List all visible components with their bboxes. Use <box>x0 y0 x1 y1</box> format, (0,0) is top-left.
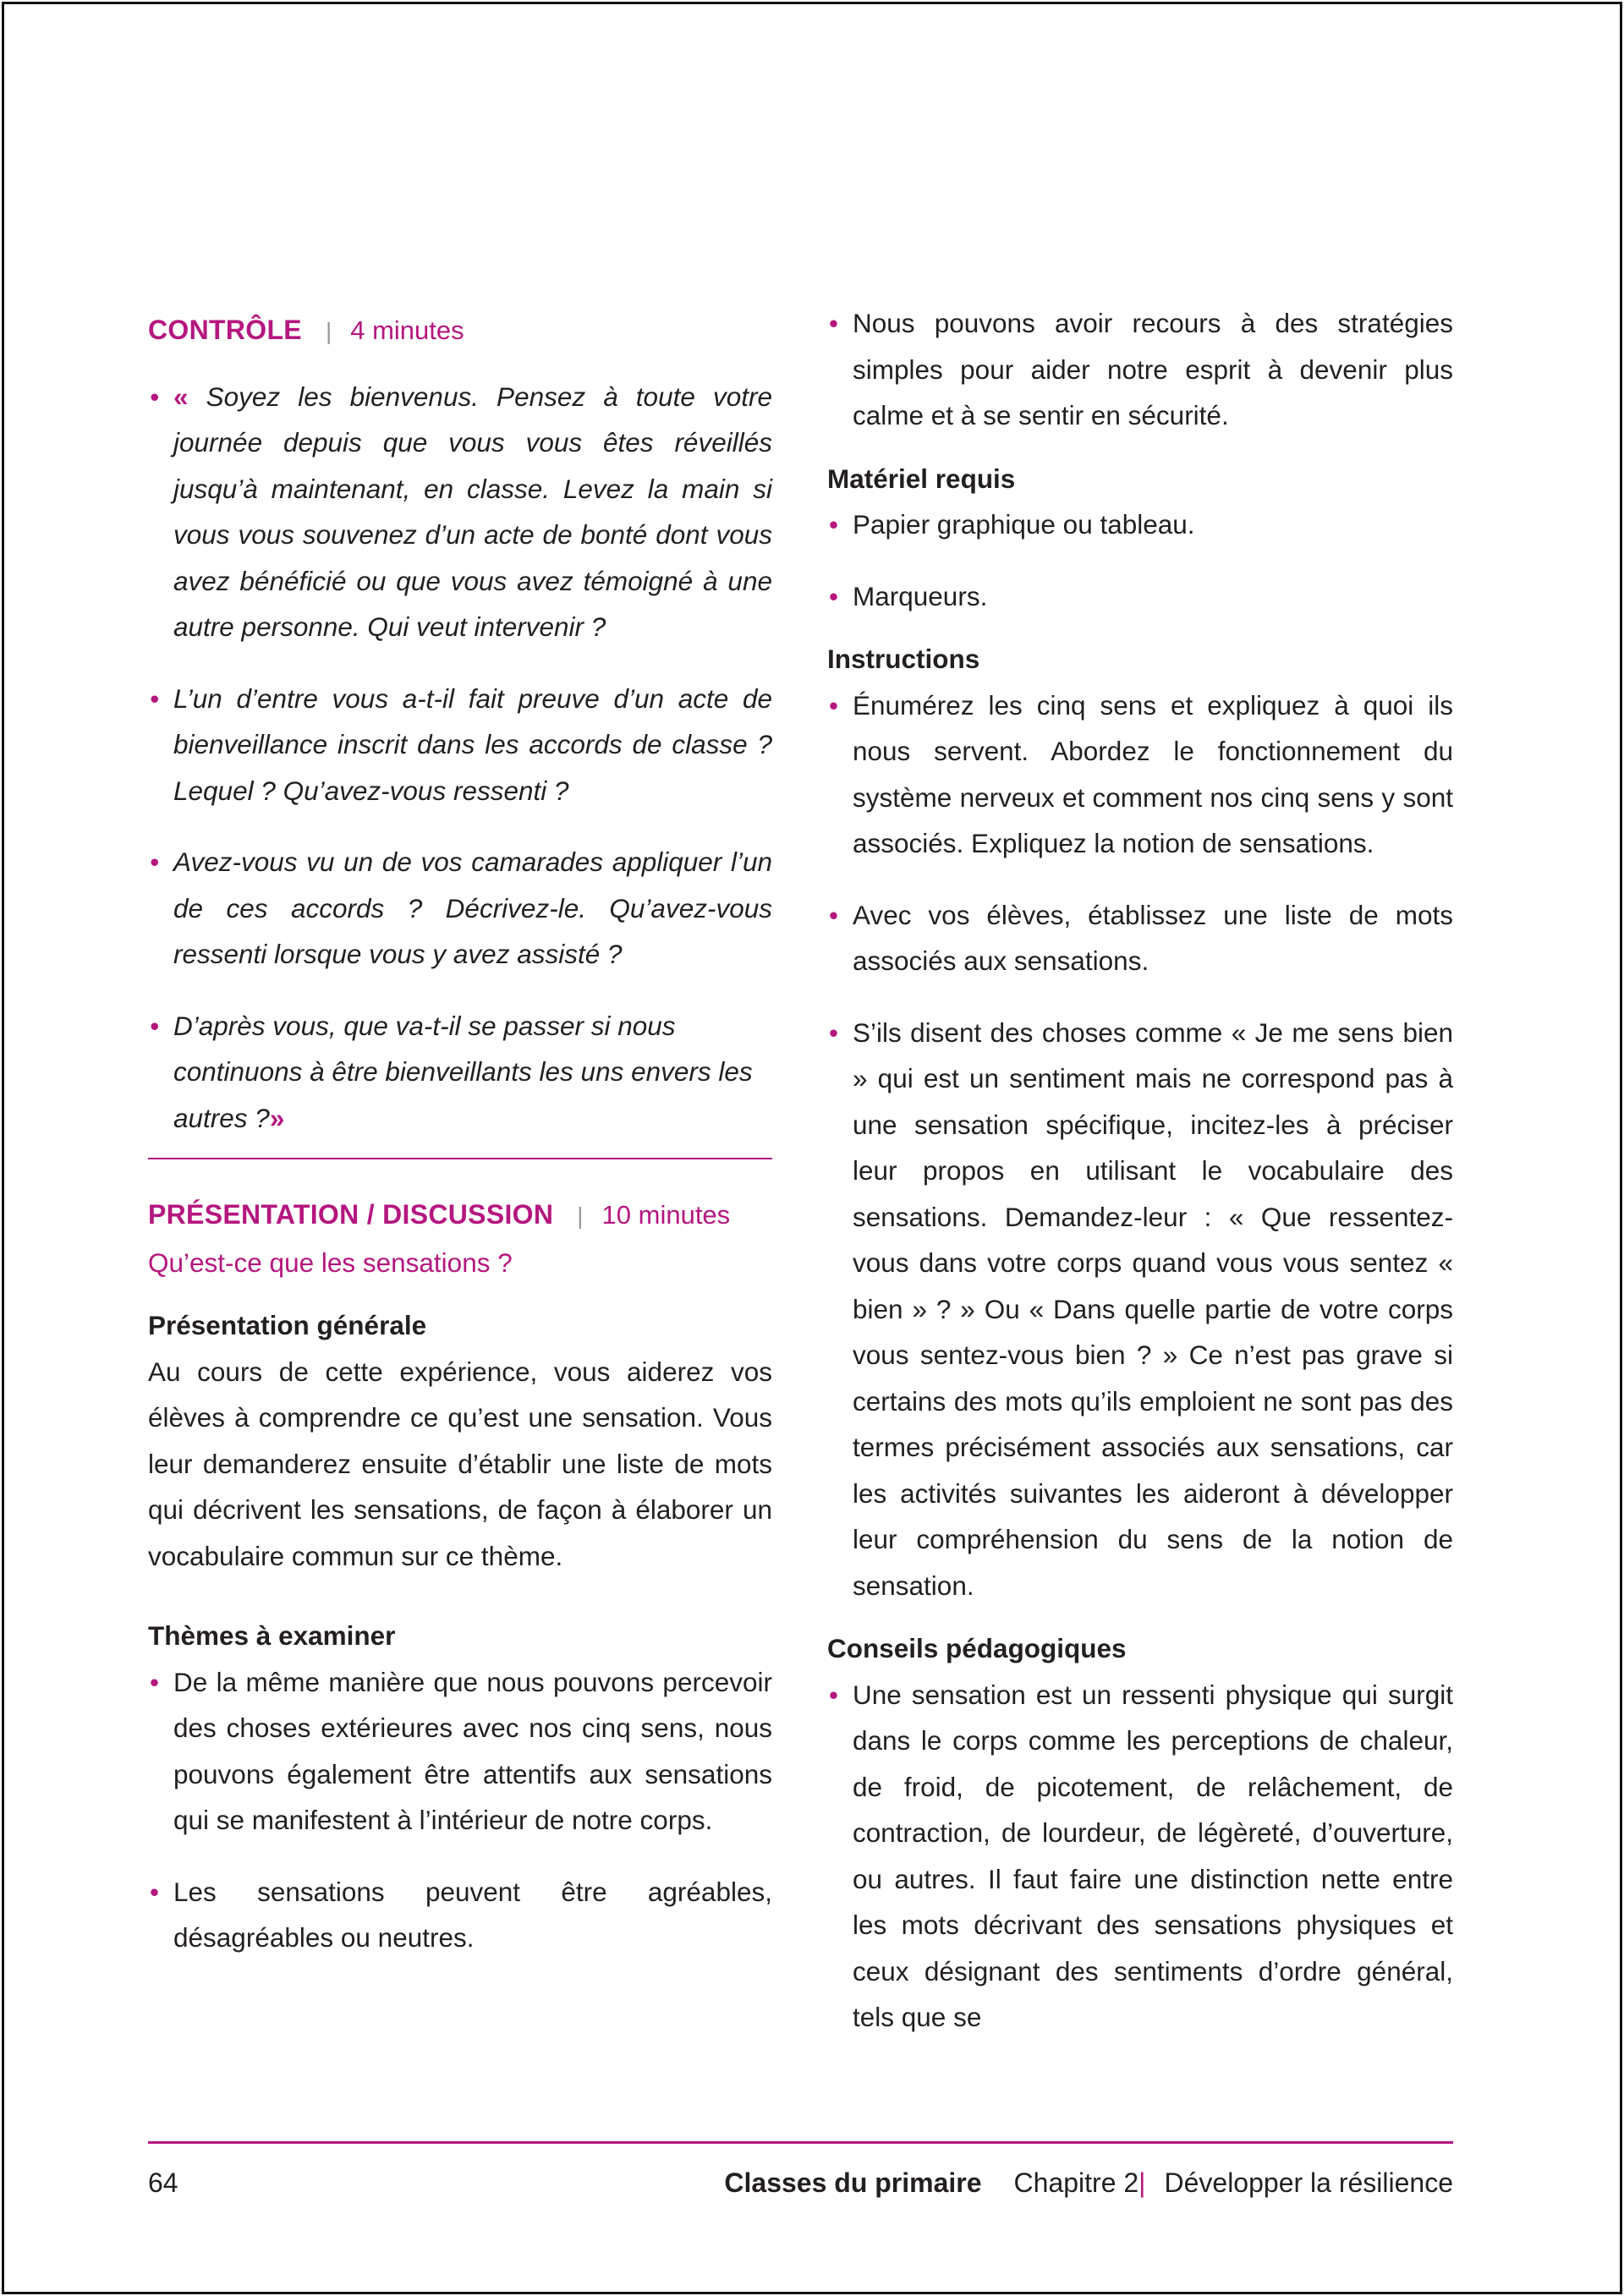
item-text: L’un d’entre vous a-t-il fait preuve d’un acte de bienveillance inscrit dans les accords de classe ? Lequel ? Qu’avez-vous ressenti ? <box>173 682 772 806</box>
themes-list <box>148 1659 772 1961</box>
themes-list-continued <box>827 300 1453 439</box>
overview-heading: Présentation générale <box>148 1310 427 1340</box>
separator: | <box>325 318 332 344</box>
list-item <box>148 676 772 814</box>
section-title: PRÉSENTATION / DISCUSSION <box>148 1199 554 1230</box>
tips-list <box>827 1672 1453 2041</box>
list-item: • Marqueurs. <box>827 573 1453 620</box>
chapter-title: Développer la résilience <box>1164 2167 1453 2198</box>
list-item <box>148 839 772 978</box>
left-column <box>148 307 772 1986</box>
item-text: Soyez les bienvenus. Pensez à toute votre journée depuis que vous vous êtes réveillés jusqu’à maintenant, en classe. Levez la main si vous vous souvenez d’un acte de bonté dont vous avez bénéficié ou que vous avez témoigné à une autre personne. Qui veut intervenir ? <box>173 381 772 642</box>
materials-list <box>827 501 1453 619</box>
section-header-presentation <box>148 1192 772 1240</box>
section-divider <box>148 1158 772 1159</box>
list-item: • S’ils disent des choses comme « Je me sens bien » qui est un sentiment mais ne correspond pas à une sensation spécifique, incitez-les à préciser leur propos en utilisant le vocabulaire des sensations. Demandez-leur : « Que ressentez-vous dans votre corps quand vous vous sentez « bien » ? » Ou « Dans quelle partie de votre corps vous sentez-vous bien ? » Ce n’est pas grave si certains des mots qu’ils emploient ne sont pas des termes précisément associés aux sensations, car les activités suivantes les aideront à développer leur compréhension du sens de la notion de sensation. <box>827 1010 1453 1609</box>
section-duration: 4 minutes <box>350 315 464 345</box>
list-item: • Nous pouvons avoir recours à des stratégies simples pour aider notre esprit à devenir plus calme et à se sentir en sécurité. <box>827 300 1453 439</box>
running-footer <box>724 2162 1453 2204</box>
section-header-controle <box>148 307 772 355</box>
themes-heading: Thèmes à examiner <box>148 1620 396 1651</box>
list-item: • Énumérez les cinq sens et expliquez à quoi ils nous servent. Abordez le fonctionnement du système nerveux et comment nos cinq sens y sont associés. Expliquez la notion de sensations. <box>827 682 1453 867</box>
tips-heading: Conseils pédagogiques <box>827 1633 1127 1663</box>
separator: | <box>1138 2167 1146 2198</box>
instructions-heading: Instructions <box>827 644 980 674</box>
page-number: 64 <box>148 2167 178 2198</box>
separator: | <box>577 1203 584 1229</box>
list-item: • Avec vos élèves, établissez une liste de mots associés aux sensations. <box>827 892 1453 984</box>
list-item <box>148 374 772 650</box>
instructions-list <box>827 682 1453 1609</box>
overview-text: Au cours de cette expérience, vous aiderez vos élèves à comprendre ce qu’est une sensation. Vous leur demanderez ensuite d’établir une liste de mots qui décrivent les sensations, de façon à élaborer un vocabulaire commun sur ce thème. <box>148 1356 772 1571</box>
section-duration: 10 minutes <box>601 1200 731 1230</box>
section-subtitle: Qu’est-ce que les sensations ? <box>148 1247 513 1278</box>
close-quote: » <box>269 1102 285 1133</box>
item-text: D’après vous, que va-t-il se passer si nous continuons à être bienveillants les uns envers les autres ? <box>173 1010 753 1133</box>
footer-rule <box>148 2141 1453 2144</box>
item-text: Avez-vous vu un de vos camarades appliquer l’un de ces accords ? Décrivez-le. Qu’avez-vous ressenti lorsque vous y avez assisté ? <box>173 847 772 969</box>
materials-heading: Matériel requis <box>827 463 1016 494</box>
right-column <box>827 300 1453 2066</box>
chapter-number: Chapitre 2 <box>1013 2167 1139 2198</box>
page-footer <box>148 2162 1453 2204</box>
book-title: Classes du primaire <box>724 2167 982 2198</box>
controle-list <box>148 374 772 1142</box>
list-item: • De la même manière que nous pouvons percevoir des choses extérieures avec nos cinq sens, nous pouvons également être attentifs aux sensations qui se manifestent à l’intérieur de notre corps. <box>148 1659 772 1844</box>
open-quote: « <box>173 381 189 412</box>
list-item: • Papier graphique ou tableau. <box>827 501 1453 548</box>
list-item: • Une sensation est un ressenti physique qui surgit dans le corps comme les perceptions de chaleur, de froid, de picotement, de relâchement, de contraction, de lourdeur, de légèreté, d’ouverture, ou autres. Il faut faire une distinction nette entre les mots décrivant des sensations physiques et ceux désignant des sentiments d’ordre général, tels que se <box>827 1672 1453 2041</box>
list-item <box>148 1003 772 1142</box>
section-title: CONTRÔLE <box>148 315 302 345</box>
list-item: • Les sensations peuvent être agréables, désagréables ou neutres. <box>148 1869 772 1961</box>
